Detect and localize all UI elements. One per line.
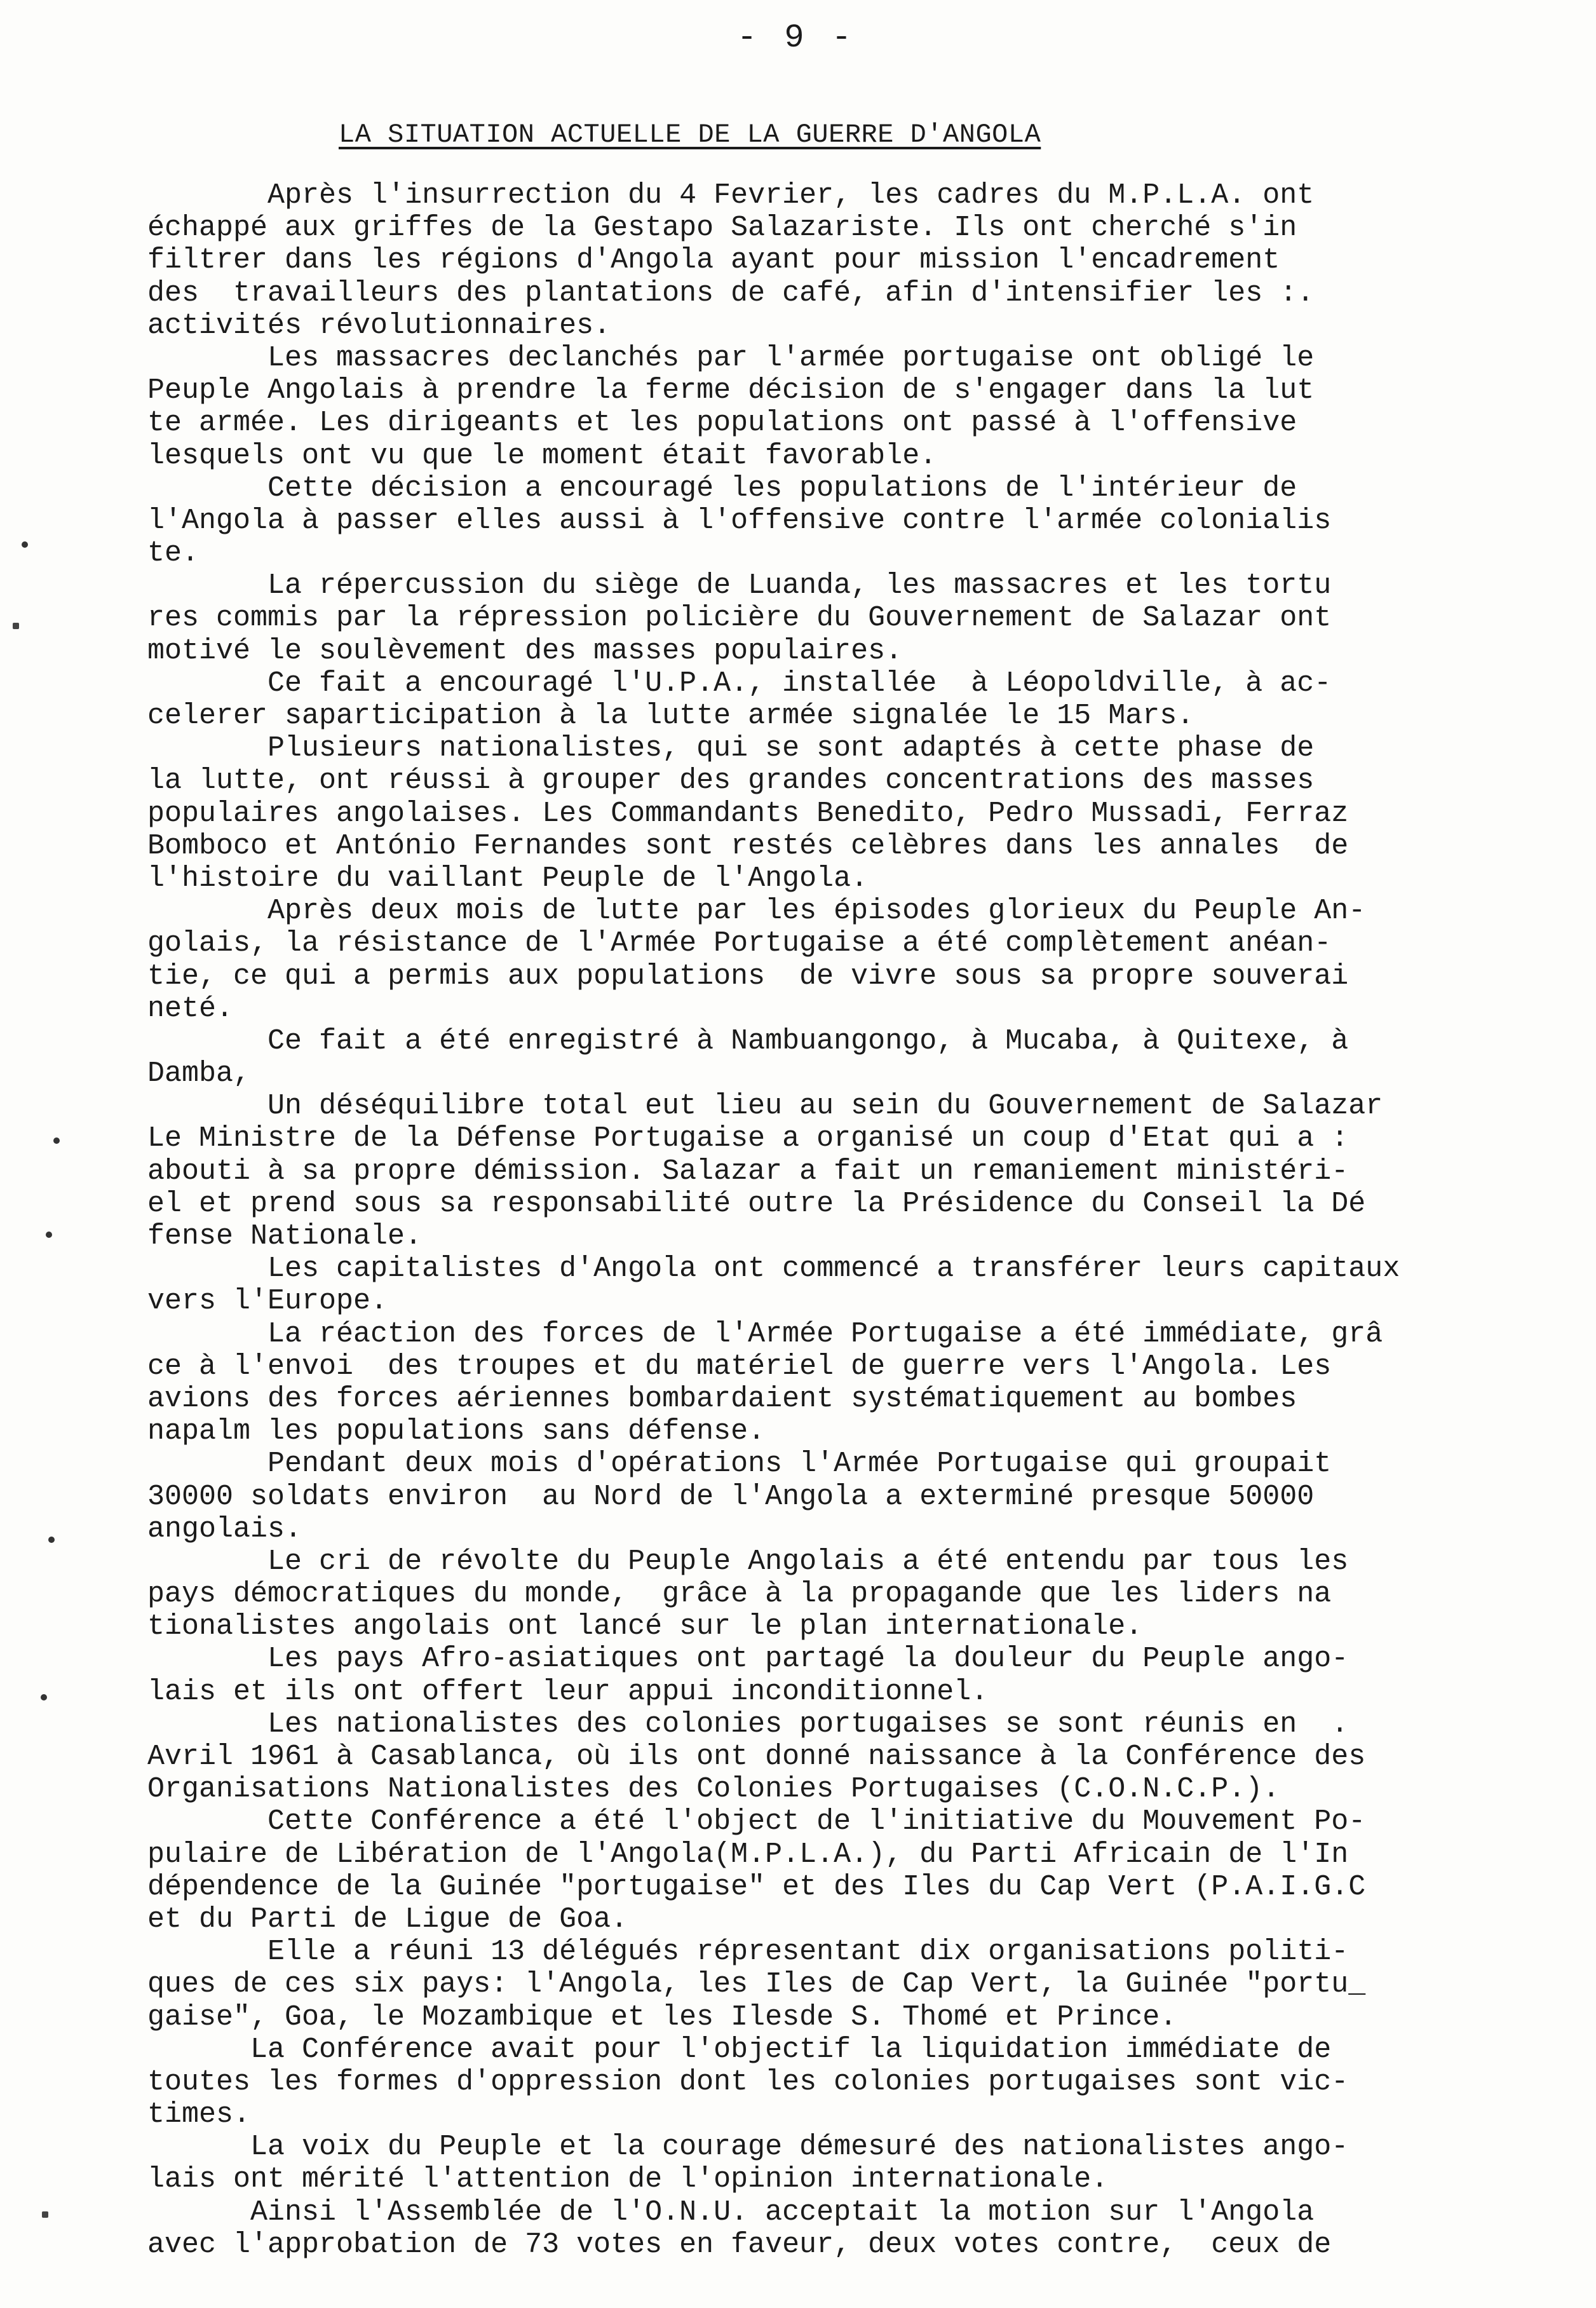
text-line: filtrer dans les régions d'Angola ayant pour mission l'encadrement xyxy=(147,244,1280,277)
text-line: te armée. Les dirigeants et les populations ont passé à l'offensive xyxy=(147,407,1297,440)
text-line: res commis par la répression policière du Gouvernement de Salazar ont xyxy=(147,602,1332,635)
text-line: avec l'approbation de 73 votes en faveur, deux votes contre, ceux de xyxy=(147,2228,1332,2261)
text-line: l'histoire du vaillant Peuple de l'Angola. xyxy=(147,862,869,895)
margin-dot xyxy=(46,1232,52,1238)
text-line: ce à l'envoi des troupes et du matériel de guerre vers l'Angola. Les xyxy=(147,1350,1332,1383)
text-line: Ce fait a encouragé l'U.P.A., installée à Léopoldville, à ac- xyxy=(147,667,1332,700)
text-line: populaires angolaises. Les Commandants Benedito, Pedro Mussadi, Ferraz xyxy=(147,797,1349,830)
text-line: la lutte, ont réussi à grouper des grandes concentrations des masses xyxy=(147,764,1315,798)
text-line: Les nationalistes des colonies portugaises se sont réunis en . xyxy=(147,1707,1349,1741)
text-line: Le Ministre de la Défense Portugaise a organisé un coup d'Etat qui a : xyxy=(147,1122,1349,1155)
text-line: activités révolutionnaires. xyxy=(147,309,611,342)
text-line: motivé le soulèvement des masses populaires. xyxy=(147,634,903,667)
text-line: neté. xyxy=(147,992,234,1025)
body-text xyxy=(147,179,1520,2261)
margin-mark xyxy=(13,623,19,629)
text-line: Les massacres declanchés par l'armée portugaise ont obligé le xyxy=(147,341,1315,374)
text-line: La réaction des forces de l'Armée Portugaise a été immédiate, grâ xyxy=(147,1317,1383,1350)
text-line: Après l'insurrection du 4 Fevrier, les cadres du M.P.L.A. ont xyxy=(147,179,1315,212)
document-title: LA SITUATION ACTUELLE DE LA GUERRE D'ANGOLA xyxy=(339,119,1041,150)
margin-mark xyxy=(42,2211,48,2218)
text-line: Cette Conférence a été l'object de l'initiative du Mouvement Po- xyxy=(147,1805,1366,1838)
text-line: gaise", Goa, le Mozambique et les Ilesde S. Thomé et Prince. xyxy=(147,2000,1177,2033)
page-number: - 9 - xyxy=(737,19,856,57)
text-line: échappé aux griffes de la Gestapo Salazariste. Ils ont cherché s'in xyxy=(147,212,1297,245)
margin-dot xyxy=(53,1137,60,1144)
text-line: tionalistes angolais ont lancé sur le plan internationale. xyxy=(147,1610,1143,1643)
text-line: ques de ces six pays: l'Angola, les Iles de Cap Vert, la Guinée "portu_ xyxy=(147,1968,1366,2001)
text-line: Après deux mois de lutte par les épisodes glorieux du Peuple An- xyxy=(147,895,1366,928)
text-line: vers l'Europe. xyxy=(147,1285,388,1318)
text-line: el et prend sous sa responsabilité outre la Présidence du Conseil la Dé xyxy=(147,1187,1366,1220)
text-line: avions des forces aériennes bombardaient systématiquement au bombes xyxy=(147,1382,1297,1415)
text-line: pulaire de Libération de l'Angola(M.P.L.A.), du Parti Africain de l'In xyxy=(147,1838,1349,1871)
text-line: Les pays Afro-asiatiques ont partagé la douleur du Peuple ango- xyxy=(147,1643,1349,1676)
text-line: Pendant deux mois d'opérations l'Armée Portugaise qui groupait xyxy=(147,1448,1332,1481)
text-line: toutes les formes d'oppression dont les colonies portugaises sont vic- xyxy=(147,2065,1349,2098)
text-line: La voix du Peuple et la courage démesuré des nationalistes ango- xyxy=(147,2131,1349,2164)
text-line: golais, la résistance de l'Armée Portugaise a été complètement anéan- xyxy=(147,927,1332,960)
text-line: Plusieurs nationalistes, qui se sont adaptés à cette phase de xyxy=(147,732,1315,765)
text-line: Damba, xyxy=(147,1057,251,1090)
text-line: times. xyxy=(147,2098,251,2131)
text-line: Cette décision a encouragé les populations de l'intérieur de xyxy=(147,472,1297,505)
text-line: lesquels ont vu que le moment était favorable. xyxy=(147,439,937,472)
text-line: des travailleurs des plantations de café, afin d'intensifier les :. xyxy=(147,276,1315,309)
text-line: celerer saparticipation à la lutte armée signalée le 15 Mars. xyxy=(147,700,1194,732)
text-line: Les capitalistes d'Angola ont commencé a transférer leurs capitaux xyxy=(147,1252,1400,1286)
text-line: La Conférence avait pour l'objectif la liquidation immédiate de xyxy=(147,2033,1332,2066)
text-line: fense Nationale. xyxy=(147,1220,423,1252)
margin-dot xyxy=(22,541,28,548)
text-line: napalm les populations sans défense. xyxy=(147,1415,766,1448)
text-line: 30000 soldats environ au Nord de l'Angola a exterminé presque 50000 xyxy=(147,1480,1315,1513)
text-line: Ainsi l'Assemblée de l'O.N.U. acceptait la motion sur l'Angola xyxy=(147,2196,1315,2229)
text-line: abouti à sa propre démission. Salazar a fait un remaniement ministéri- xyxy=(147,1155,1349,1188)
text-line: l'Angola à passer elles aussi à l'offensive contre l'armée colonialis xyxy=(147,504,1332,537)
text-line: te. xyxy=(147,537,200,570)
text-line: lais ont mérité l'attention de l'opinion internationale. xyxy=(147,2163,1109,2196)
text-line: La répercussion du siège de Luanda, les massacres et les tortu xyxy=(147,569,1332,602)
text-line: Un déséquilibre total eut lieu au sein du Gouvernement de Salazar xyxy=(147,1090,1383,1123)
text-line: pays démocratiques du monde, grâce à la propagande que les liders na xyxy=(147,1578,1332,1611)
text-line: lais et ils ont offert leur appui inconditionnel. xyxy=(147,1675,989,1708)
text-line: Elle a réuni 13 délégués répresentant dix organisations politi- xyxy=(147,1936,1349,1969)
text-line: Ce fait a été enregistré à Nambuangongo, à Mucaba, à Quitexe, à xyxy=(147,1024,1349,1057)
margin-dot xyxy=(41,1694,47,1700)
text-line: et du Parti de Ligue de Goa. xyxy=(147,1903,628,1936)
text-line: Organisations Nationalistes des Colonies Portugaises (C.O.N.C.P.). xyxy=(147,1773,1280,1806)
text-line: Bomboco et António Fernandes sont restés celèbres dans les annales de xyxy=(147,829,1349,862)
text-line: Avril 1961 à Casablanca, où ils ont donné naissance à la Conférence des xyxy=(147,1741,1366,1773)
margin-dot xyxy=(48,1537,55,1543)
text-line: Peuple Angolais à prendre la ferme décision de s'engager dans la lut xyxy=(147,374,1315,407)
text-line: angolais. xyxy=(147,1512,302,1545)
text-line: dépendence de la Guinée "portugaise" et des Iles du Cap Vert (P.A.I.G.C xyxy=(147,1870,1366,1903)
text-line: tie, ce qui a permis aux populations de vivre sous sa propre souverai xyxy=(147,960,1349,993)
text-line: Le cri de révolte du Peuple Angolais a été entendu par tous les xyxy=(147,1545,1349,1578)
